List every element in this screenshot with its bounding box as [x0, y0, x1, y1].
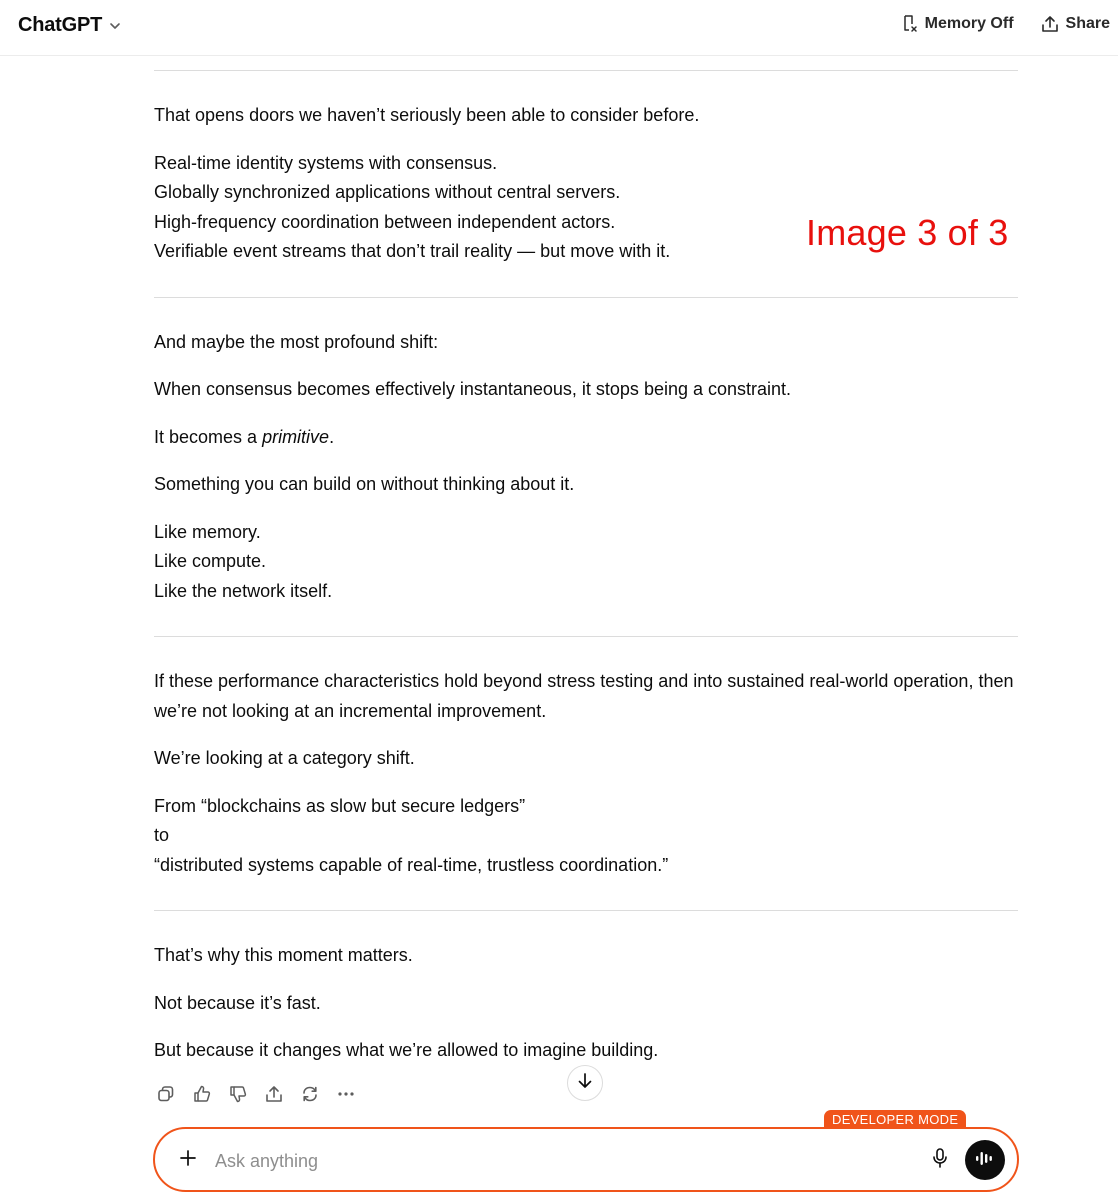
- memory-off-button[interactable]: [901, 14, 1014, 34]
- paragraph: When consensus becomes effectively instantaneous, it stops being a constraint.: [154, 379, 792, 399]
- assistant-message: [154, 70, 1018, 1066]
- text: It becomes a: [154, 426, 263, 447]
- composer: [153, 1127, 1019, 1192]
- top-bar: [0, 0, 1118, 56]
- scroll-to-bottom-button[interactable]: [567, 1065, 603, 1101]
- message-section: [154, 298, 1018, 637]
- share-icon: [264, 1084, 284, 1109]
- add-attachment-button[interactable]: [175, 1147, 201, 1173]
- text: .: [329, 426, 335, 447]
- paragraph: We’re looking at a category shift.: [154, 748, 415, 768]
- paragraph: [154, 518, 1018, 607]
- plus-icon: [178, 1148, 198, 1173]
- thumbs-up-icon: [192, 1084, 212, 1109]
- model-selector[interactable]: [18, 14, 122, 37]
- chevron-down-icon: [108, 19, 122, 33]
- microphone-icon: [930, 1147, 950, 1174]
- message-section: [154, 911, 1018, 1066]
- image-counter-label: Image 3 of 3: [806, 212, 1009, 253]
- message-section: [154, 71, 1018, 297]
- line: Real-time identity systems with consensus.: [154, 152, 498, 173]
- line: Like memory.: [154, 521, 261, 542]
- emphasis: primitive: [262, 426, 330, 447]
- arrow-down-icon: [575, 1071, 595, 1096]
- paragraph: [154, 149, 1018, 267]
- line: From “blockchains as slow but secure ledgers”: [154, 795, 526, 816]
- line: High-frequency coordination between independent actors.: [154, 211, 616, 232]
- line: “distributed systems capable of real-time, trustless coordination.”: [154, 854, 669, 875]
- copy-button[interactable]: [154, 1084, 178, 1108]
- copy-icon: [156, 1084, 176, 1109]
- share-icon: [1040, 14, 1060, 34]
- more-icon: [336, 1084, 356, 1109]
- paragraph: Something you can build on without thinking about it.: [154, 474, 575, 494]
- voice-mode-button[interactable]: [965, 1140, 1005, 1180]
- line: Verifiable event streams that don’t trail reality — but move with it.: [154, 241, 671, 261]
- paragraph: But because it changes what we’re allowed to imagine building.: [154, 1040, 659, 1060]
- prompt-input[interactable]: [213, 1145, 897, 1177]
- paragraph: That’s why this moment matters.: [154, 945, 413, 965]
- line: Like compute.: [154, 551, 267, 571]
- dictate-button[interactable]: [927, 1147, 953, 1173]
- share-response-button[interactable]: [262, 1084, 286, 1108]
- regenerate-button[interactable]: [298, 1084, 322, 1108]
- paragraph: If these performance characteristics hold beyond stress testing and into sustained real-world operation, then we’re not looking at an incremental improvement.: [154, 671, 1014, 721]
- line: to: [154, 825, 170, 845]
- voice-waveform-icon: [974, 1148, 996, 1173]
- memory-off-icon: [901, 14, 919, 34]
- more-actions-button[interactable]: [334, 1084, 358, 1108]
- line: Like the network itself.: [154, 580, 333, 601]
- app-title: ChatGPT: [18, 14, 103, 36]
- line: Globally synchronized applications without central servers.: [154, 182, 621, 202]
- memory-off-label: Memory Off: [924, 15, 1014, 32]
- bad-response-button[interactable]: [226, 1084, 250, 1108]
- paragraph: That opens doors we haven’t seriously been able to consider before.: [154, 105, 700, 125]
- regenerate-icon: [300, 1084, 320, 1109]
- message-actions: [154, 1084, 358, 1108]
- paragraph: And maybe the most profound shift:: [154, 331, 439, 352]
- good-response-button[interactable]: [190, 1084, 214, 1108]
- paragraph: [154, 792, 1018, 881]
- paragraph: Not because it’s fast.: [154, 992, 321, 1013]
- share-button[interactable]: [1040, 14, 1110, 34]
- message-section: [154, 637, 1018, 910]
- paragraph: [154, 423, 1018, 453]
- share-label: Share: [1065, 15, 1110, 32]
- developer-mode-badge: DEVELOPER MODE: [824, 1110, 966, 1130]
- thumbs-down-icon: [228, 1084, 248, 1109]
